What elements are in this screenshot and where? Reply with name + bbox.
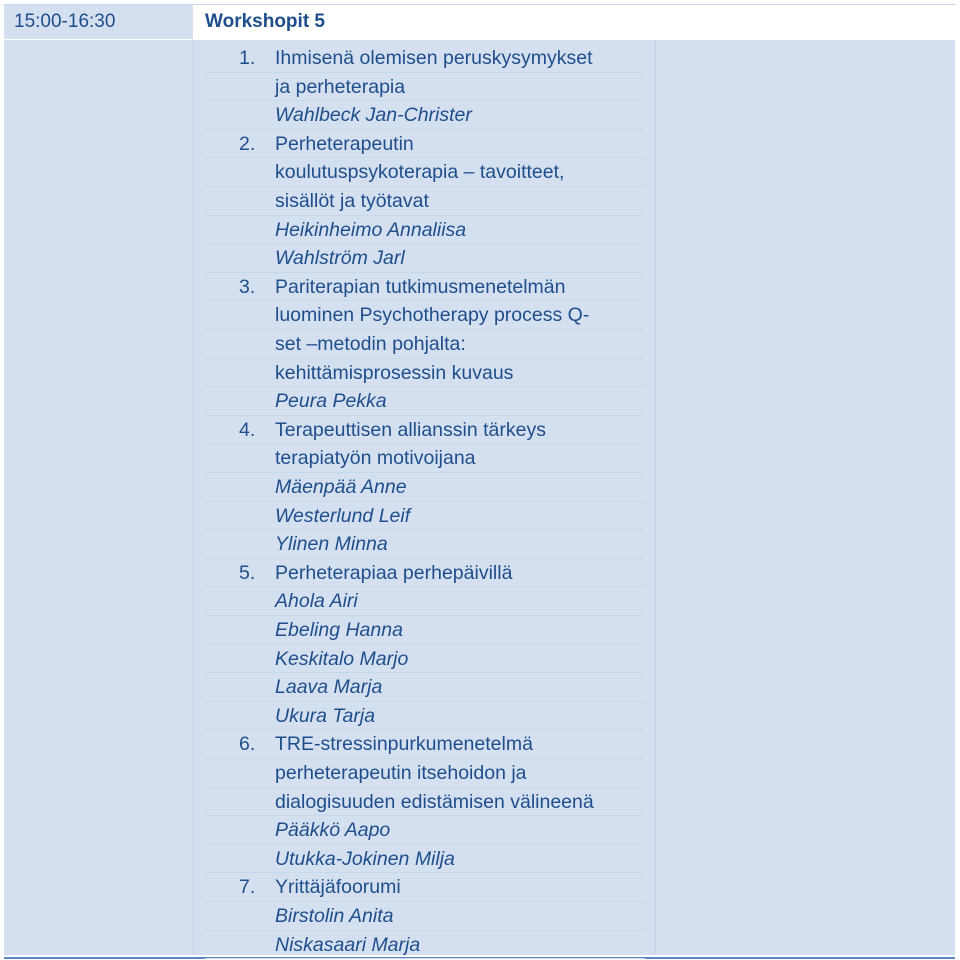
item-number: 1. [239, 47, 256, 69]
presenter-name: Westerlund Leif [275, 504, 411, 527]
row-divider [205, 586, 645, 587]
workshop-title-line: set –metodin pohjalta: [275, 333, 466, 355]
presenter-name: Mäenpää Anne [275, 476, 407, 498]
row-divider [205, 815, 645, 816]
presenter-name: Utukka-Jokinen Milja [275, 847, 455, 870]
workshop-title-line: sisällöt ja työtavat [275, 190, 429, 212]
item-number: 6. [239, 733, 256, 756]
row-divider [205, 901, 645, 902]
workshop-title-line: luominen Psychotherapy process Q- [275, 304, 590, 327]
presenter-name: Ylinen Minna [275, 533, 388, 556]
presenter-name: Keskitalo Marjo [275, 647, 409, 670]
row-divider [205, 672, 645, 673]
row-divider [205, 644, 645, 645]
workshop-title-line: Yrittäjäfoorumi [275, 876, 401, 899]
presenter-name: Wahlbeck Jan-Christer [275, 104, 472, 127]
presenter-name: Pääkkö Aapo [275, 819, 391, 842]
row-divider [205, 386, 645, 387]
row-divider [205, 615, 645, 616]
session-title: Workshopit 5 [205, 11, 325, 32]
row-divider [205, 501, 645, 502]
workshop-list [193, 40, 655, 955]
workshop-title-line: Terapeuttisen allianssin tärkeys [275, 418, 546, 441]
item-number: 2. [239, 132, 256, 155]
time-slot: 15:00-16:30 [14, 11, 116, 32]
presenter-name: Laava Marja [275, 676, 383, 699]
body-row [4, 40, 955, 955]
workshop-title-line: ja perheterapia [275, 75, 406, 98]
presenter-name: Peura Pekka [275, 390, 387, 413]
time-cell [4, 5, 193, 39]
right-column [655, 40, 955, 955]
row-divider [205, 701, 645, 702]
column-divider [193, 40, 194, 955]
header-row [4, 4, 955, 39]
title-cell [193, 5, 955, 39]
item-number: 4. [239, 418, 256, 441]
row-divider [205, 529, 645, 530]
workshop-title-line: Perheterapiaa perhepäivillä [275, 561, 513, 584]
presenter-name: Niskasaari Marja [275, 933, 421, 956]
presenter-name: Ebeling Hanna [275, 619, 403, 641]
workshop-title-line: dialogisuuden edistämisen välineenä [275, 790, 594, 813]
row-divider [205, 472, 645, 473]
left-column [4, 40, 193, 955]
presenter-name: Birstolin Anita [275, 905, 394, 927]
row-divider [205, 129, 645, 130]
item-number: 7. [239, 876, 256, 899]
row-divider [205, 72, 645, 73]
row-divider [205, 930, 645, 931]
workshop-title-line: koulutuspsykoterapia – tavoitteet, [275, 161, 565, 184]
item-number: 3. [239, 275, 256, 298]
presenter-name: Ahola Airi [275, 590, 358, 613]
row-divider [205, 243, 645, 244]
workshop-title-line: Ihmisenä olemisen peruskysymykset [275, 47, 593, 69]
workshop-title-line: TRE-stressinpurkumenetelmä [275, 733, 533, 756]
workshop-title-line: Pariterapian tutkimusmenetelmän [275, 275, 566, 298]
row-divider [205, 872, 645, 873]
workshop-title-line: Perheterapeutin [275, 132, 414, 155]
row-divider [205, 958, 645, 959]
presenter-name: Heikinheimo Annaliisa [275, 218, 467, 241]
workshop-title-line: perheterapeutin itsehoidon ja [275, 762, 527, 784]
presenter-name: Wahlström Jarl [275, 247, 405, 270]
presenter-name: Ukura Tarja [275, 704, 376, 727]
item-number: 5. [239, 561, 256, 584]
schedule-table [4, 4, 955, 959]
column-divider [655, 40, 656, 955]
workshop-title-line: terapiatyön motivoijana [275, 447, 476, 470]
workshop-title-line: kehittämisprosessin kuvaus [275, 361, 514, 384]
